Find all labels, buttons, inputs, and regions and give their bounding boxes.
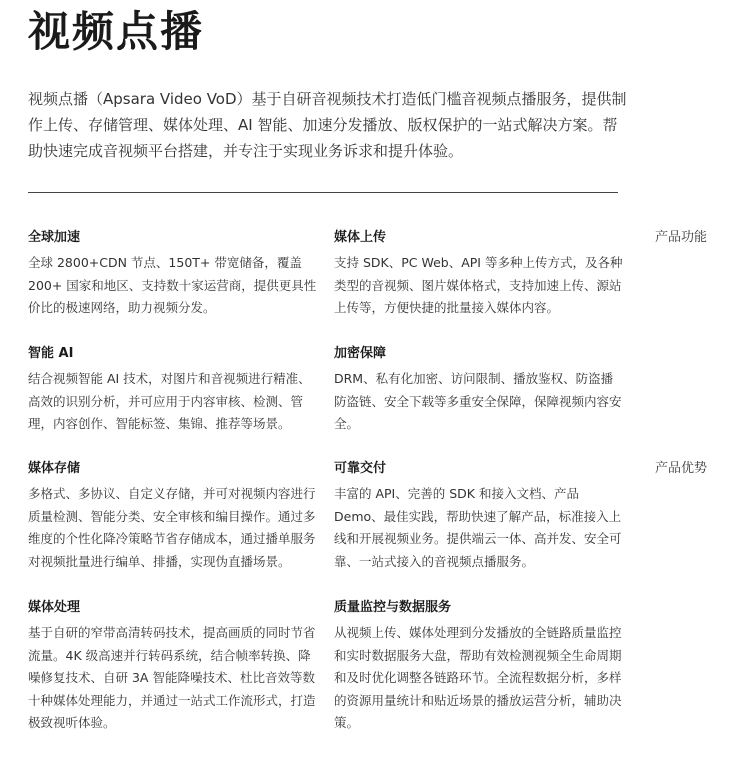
feature-desc: 支持 SDK、PC Web、API 等多种上传方式，及各种类型的音视频、图片媒体格式，支持加速上传、源站上传等，方便快捷的批量接入媒体内容。 bbox=[334, 255, 623, 315]
feature-title: 可靠交付 bbox=[334, 461, 387, 476]
feature-title: 质量监控与数据服务 bbox=[334, 600, 452, 615]
feature-media-upload bbox=[334, 228, 624, 320]
page-title: 视频点播 bbox=[28, 7, 205, 56]
feature-title: 媒体上传 bbox=[334, 230, 387, 245]
feature-smart-ai bbox=[28, 344, 318, 436]
feature-desc: 多格式、多协议、自定义存储，并可对视频内容进行质量检测、智能分类、安全审核和编目操作。通过多维度的个性化降冷策略节省存储成本，通过播单服务对视频批量进行编单、排播，实现伪直播场景。 bbox=[28, 486, 316, 569]
feature-media-processing bbox=[28, 598, 318, 735]
feature-encryption bbox=[334, 344, 624, 436]
section-divider bbox=[28, 192, 618, 193]
intro-paragraph: 视频点播（Apsara Video VoD）基于自研音视频技术打造低门槛音视频点播服务，提供制作上传、存储管理、媒体处理、AI 智能、加速分发播放、版权保护的一站式解决方案。帮助快速完成音视频平台搭建，并专注于实现业务诉求和提升体验。 bbox=[28, 90, 627, 160]
feature-desc: 从视频上传、媒体处理到分发播放的全链路质量监控和实时数据服务大盘，帮助有效检测视频全生命周期和及时优化调整各链路环节。全流程数据分析，多样的资源用量统计和贴近场景的播放运营分析，辅助决策。 bbox=[334, 625, 622, 730]
feature-desc: DRM、私有化加密、访问限制、播放鉴权、防盗播防盗链、安全下载等多重安全保障，保障视频内容安全。 bbox=[334, 371, 622, 431]
feature-title: 智能 AI bbox=[28, 346, 74, 361]
side-label-functions: 产品功能 bbox=[655, 230, 708, 245]
feature-desc: 结合视频智能 AI 技术，对图片和音视频进行精准、高效的识别分析，并可应用于内容审核、检测、管理，内容创作、智能标签、集锦、推荐等场景。 bbox=[28, 371, 311, 431]
feature-desc: 基于自研的窄带高清转码技术，提高画质的同时节省流量。4K 级高速并行转码系统，结合帧率转换、降噪修复技术、自研 3A 智能降噪技术、杜比音效等数十种媒体处理能力，并通过一站式工作流形式，打造极致视听体验。 bbox=[28, 625, 316, 730]
feature-reliable-delivery bbox=[334, 459, 624, 573]
feature-quality-monitoring bbox=[334, 598, 624, 735]
feature-media-storage bbox=[28, 459, 318, 573]
side-label-advantages: 产品优势 bbox=[655, 461, 708, 476]
feature-global-acceleration bbox=[28, 228, 318, 320]
feature-desc: 丰富的 API、完善的 SDK 和接入文档、产品 Demo、最佳实践，帮助快速了解产品，标准接入上线和开展视频业务。提供端云一体、高并发、安全可靠、一站式接入的音视频点播服务。 bbox=[334, 486, 622, 569]
feature-title: 媒体处理 bbox=[28, 600, 81, 615]
feature-title: 全球加速 bbox=[28, 230, 81, 245]
feature-title: 媒体存储 bbox=[28, 461, 81, 476]
feature-title: 加密保障 bbox=[334, 346, 387, 361]
feature-desc: 全球 2800+CDN 节点、150T+ 带宽储备，覆盖 200+ 国家和地区、支持数十家运营商，提供更具性价比的极速网络，助力视频分发。 bbox=[28, 255, 317, 315]
